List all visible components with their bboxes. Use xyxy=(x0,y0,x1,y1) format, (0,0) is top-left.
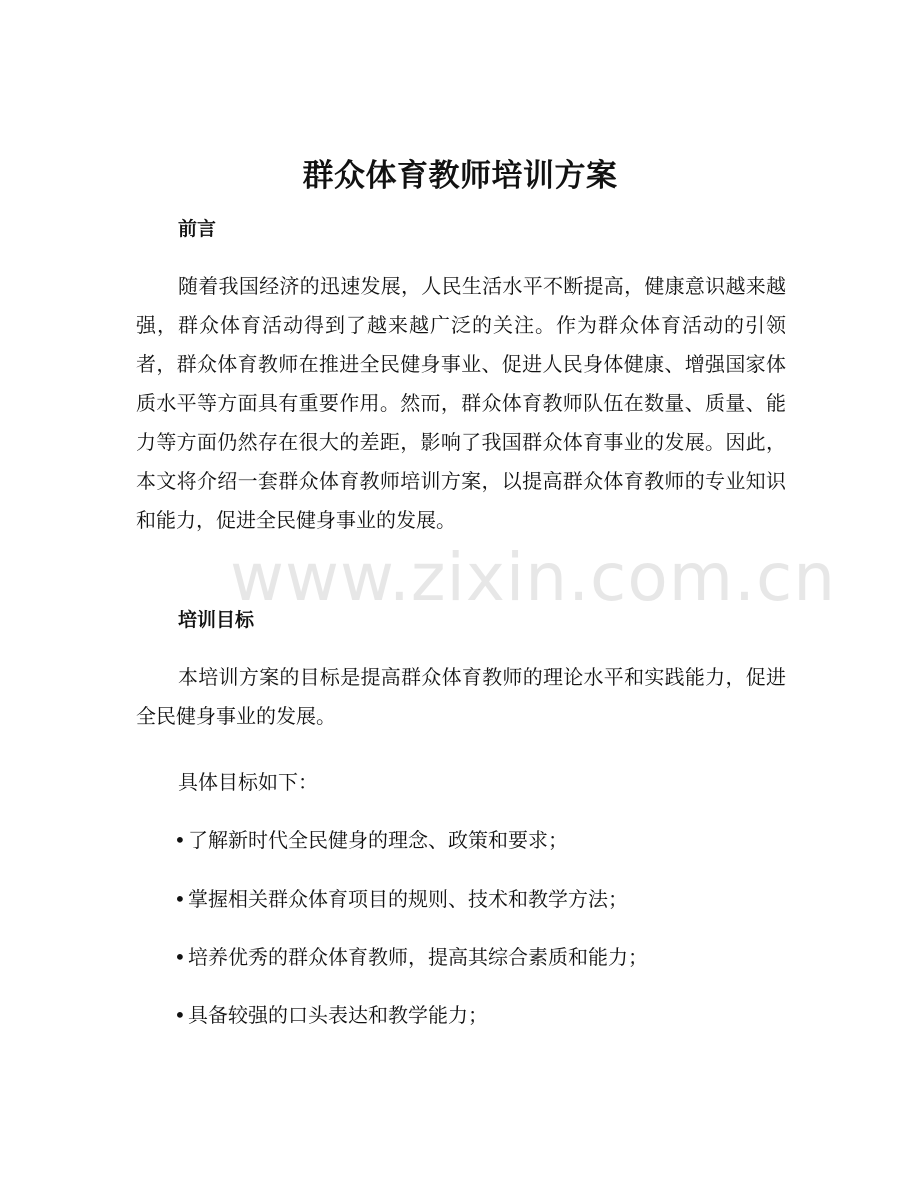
list-item xyxy=(174,999,488,1031)
list-item xyxy=(174,824,568,856)
section-heading-preface: 前言 xyxy=(178,218,217,240)
training-goals-paragraph: 本培训方案的目标是提高群众体育教师的理论水平和实践能力，促进全民健身事业的发展。 xyxy=(136,665,786,728)
list-item xyxy=(174,941,648,973)
list-item-text: 具备较强的口头表达和教学能力； xyxy=(188,1003,488,1027)
bullet-icon: • xyxy=(174,828,186,852)
list-item-text: 了解新时代全民健身的理念、政策和要求； xyxy=(188,828,568,852)
goals-intro: 具体目标如下： xyxy=(178,770,318,794)
bullet-icon: • xyxy=(174,1003,186,1027)
watermark: www.zixin.com.cn xyxy=(230,539,837,616)
document-title: 群众体育教师培训方案 xyxy=(302,158,618,194)
bullet-icon: • xyxy=(174,945,186,969)
list-item xyxy=(174,883,628,915)
section-heading-training-goals: 培训目标 xyxy=(178,609,255,631)
list-item-text: 掌握相关群众体育项目的规则、技术和教学方法； xyxy=(188,887,628,911)
list-item-text: 培养优秀的群众体育教师，提高其综合素质和能力； xyxy=(188,945,648,969)
bullet-icon: • xyxy=(174,887,186,911)
preface-paragraph: 随着我国经济的迅速发展，人民生活水平不断提高，健康意识越来越强，群众体育活动得到了越来越广泛的关注。作为群众体育活动的引领者，群众体育教师在推进全民健身事业、促进人民身体健康、增强国家体质水平等方面具有重要作用。然而，群众体育教师队伍在数量、质量、能力等方面仍然存在很大的差距，影响了我国群众体育事业的发展。因此，本文将介绍一套群众体育教师培训方案，以提高群众体育教师的专业知识和能力，促进全民健身事业的发展。 xyxy=(136,274,786,532)
